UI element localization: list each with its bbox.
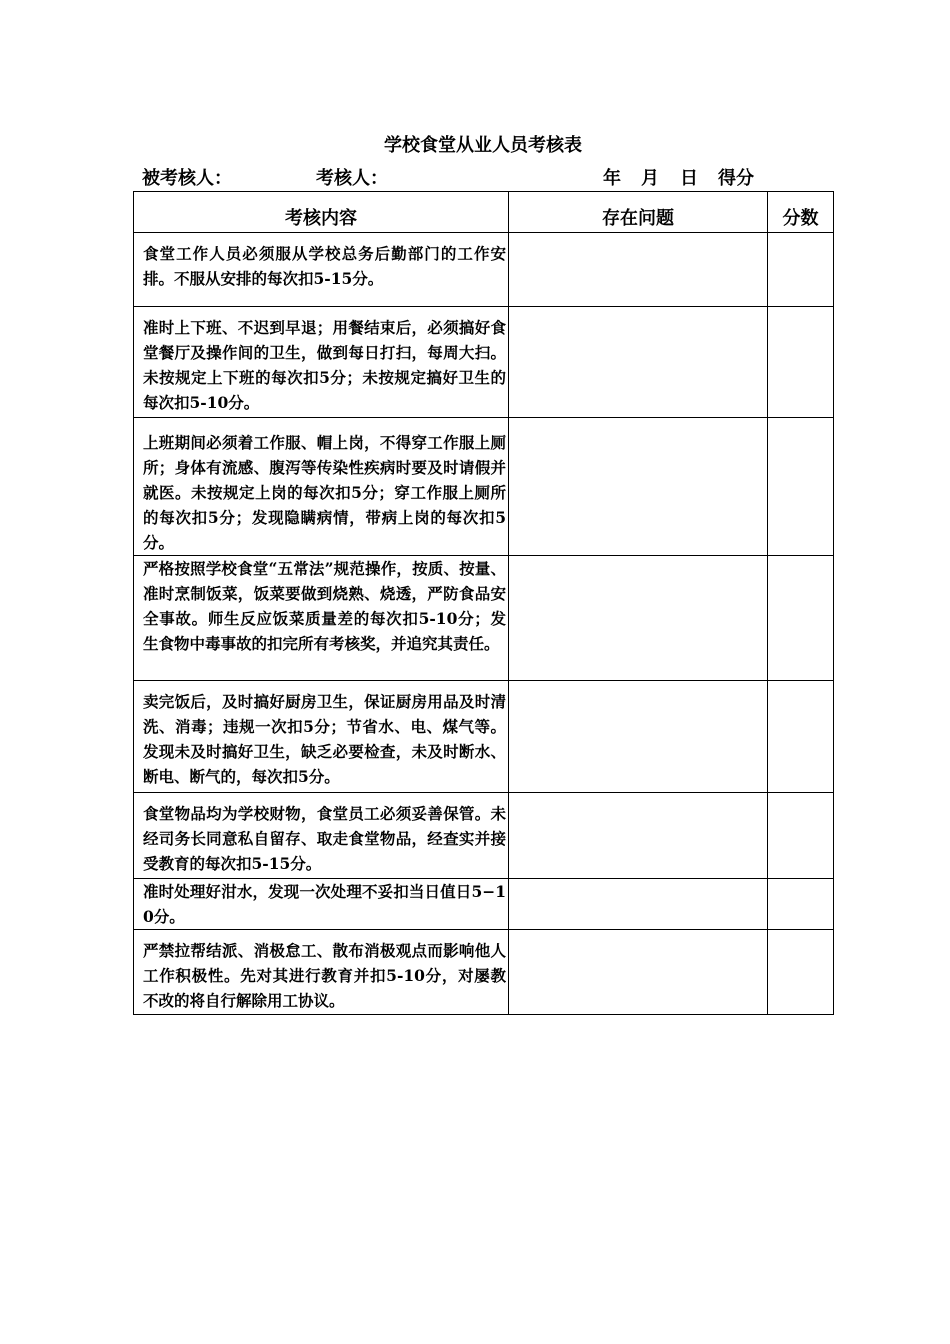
month-label: 月 — [641, 168, 659, 189]
table-row — [134, 681, 834, 793]
assessor-label: 考核人： — [316, 168, 388, 189]
row-issue-cell[interactable] — [509, 930, 768, 1015]
info-row — [0, 166, 950, 192]
row-score-cell[interactable] — [768, 930, 834, 1015]
assessee-label: 被考核人： — [142, 168, 232, 189]
row-issue-cell[interactable] — [509, 556, 768, 681]
header-row — [134, 192, 834, 233]
table-row — [134, 233, 834, 307]
table-row — [134, 793, 834, 879]
day-label: 日 — [680, 168, 698, 189]
table-row — [134, 307, 834, 418]
row-issue-cell[interactable] — [509, 879, 768, 930]
header-score: 分数 — [768, 192, 834, 233]
row-content: 严格按照学校食堂“五常法”规范操作，按质、按量、准时烹制饭菜，饭菜要做到烧熟、烧透，严防食品安全事故。师生反应饭菜质量差的每次扣5-10分；发生食物中毒事故的扣完所有考核奖，并追究其责任。 — [134, 556, 509, 681]
row-score-cell[interactable] — [768, 681, 834, 793]
table-row — [134, 556, 834, 681]
row-content: 严禁拉帮结派、消极怠工、散布消极观点而影响他人工作积极性。先对其进行教育并扣5-10分，对屡教不改的将自行解除用工协议。 — [134, 930, 509, 1015]
row-content: 食堂物品均为学校财物，食堂员工必须妥善保管。未经司务长同意私自留存、取走食堂物品，经查实并接受教育的每次扣5-15分。 — [134, 793, 509, 879]
table-row — [134, 930, 834, 1015]
row-content: 卖完饭后，及时搞好厨房卫生，保证厨房用品及时清洗、消毒；违规一次扣5分；节省水、电、煤气等。 发现未及时搞好卫生，缺乏必要检查，未及时断水、断电、断气的，每次扣5分。 — [134, 681, 509, 793]
row-content: 准时上下班、不迟到早退；用餐结束后，必须搞好食堂餐厅及操作间的卫生，做到每日打扫，每周大扫。未按规定上下班的每次扣5分；未按规定搞好卫生的每次扣5-10分。 — [134, 307, 509, 418]
row-issue-cell[interactable] — [509, 793, 768, 879]
row-score-cell[interactable] — [768, 793, 834, 879]
row-content: 上班期间必须着工作服、帽上岗，不得穿工作服上厕所；身体有流感、腹泻等传染性疾病时要及时请假并就医。未按规定上岗的每次扣5分；穿工作服上厕所的每次扣5分；发现隐瞒病情，带病上岗的每次扣5分。 — [134, 418, 509, 556]
row-issue-cell[interactable] — [509, 233, 768, 307]
row-score-cell[interactable] — [768, 556, 834, 681]
row-issue-cell[interactable] — [509, 418, 768, 556]
year-label: 年 — [603, 168, 621, 189]
row-issue-cell[interactable] — [509, 307, 768, 418]
row-score-cell[interactable] — [768, 233, 834, 307]
row-content: 食堂工作人员必须服从学校总务后勤部门的工作安排。不服从安排的每次扣5-15分。 — [134, 233, 509, 307]
row-content: 准时处理好泔水，发现一次处理不妥扣当日值日5−10分。 — [134, 879, 509, 930]
document-title: 学校食堂从业人员考核表 — [384, 135, 582, 156]
row-issue-cell[interactable] — [509, 681, 768, 793]
score-label: 得分 — [718, 168, 754, 189]
header-content: 考核内容 — [134, 192, 509, 233]
row-score-cell[interactable] — [768, 418, 834, 556]
row-score-cell[interactable] — [768, 307, 834, 418]
table-row — [134, 418, 834, 556]
table-row — [134, 879, 834, 930]
header-issue: 存在问题 — [509, 192, 768, 233]
assessment-table — [133, 191, 834, 1015]
row-score-cell[interactable] — [768, 879, 834, 930]
